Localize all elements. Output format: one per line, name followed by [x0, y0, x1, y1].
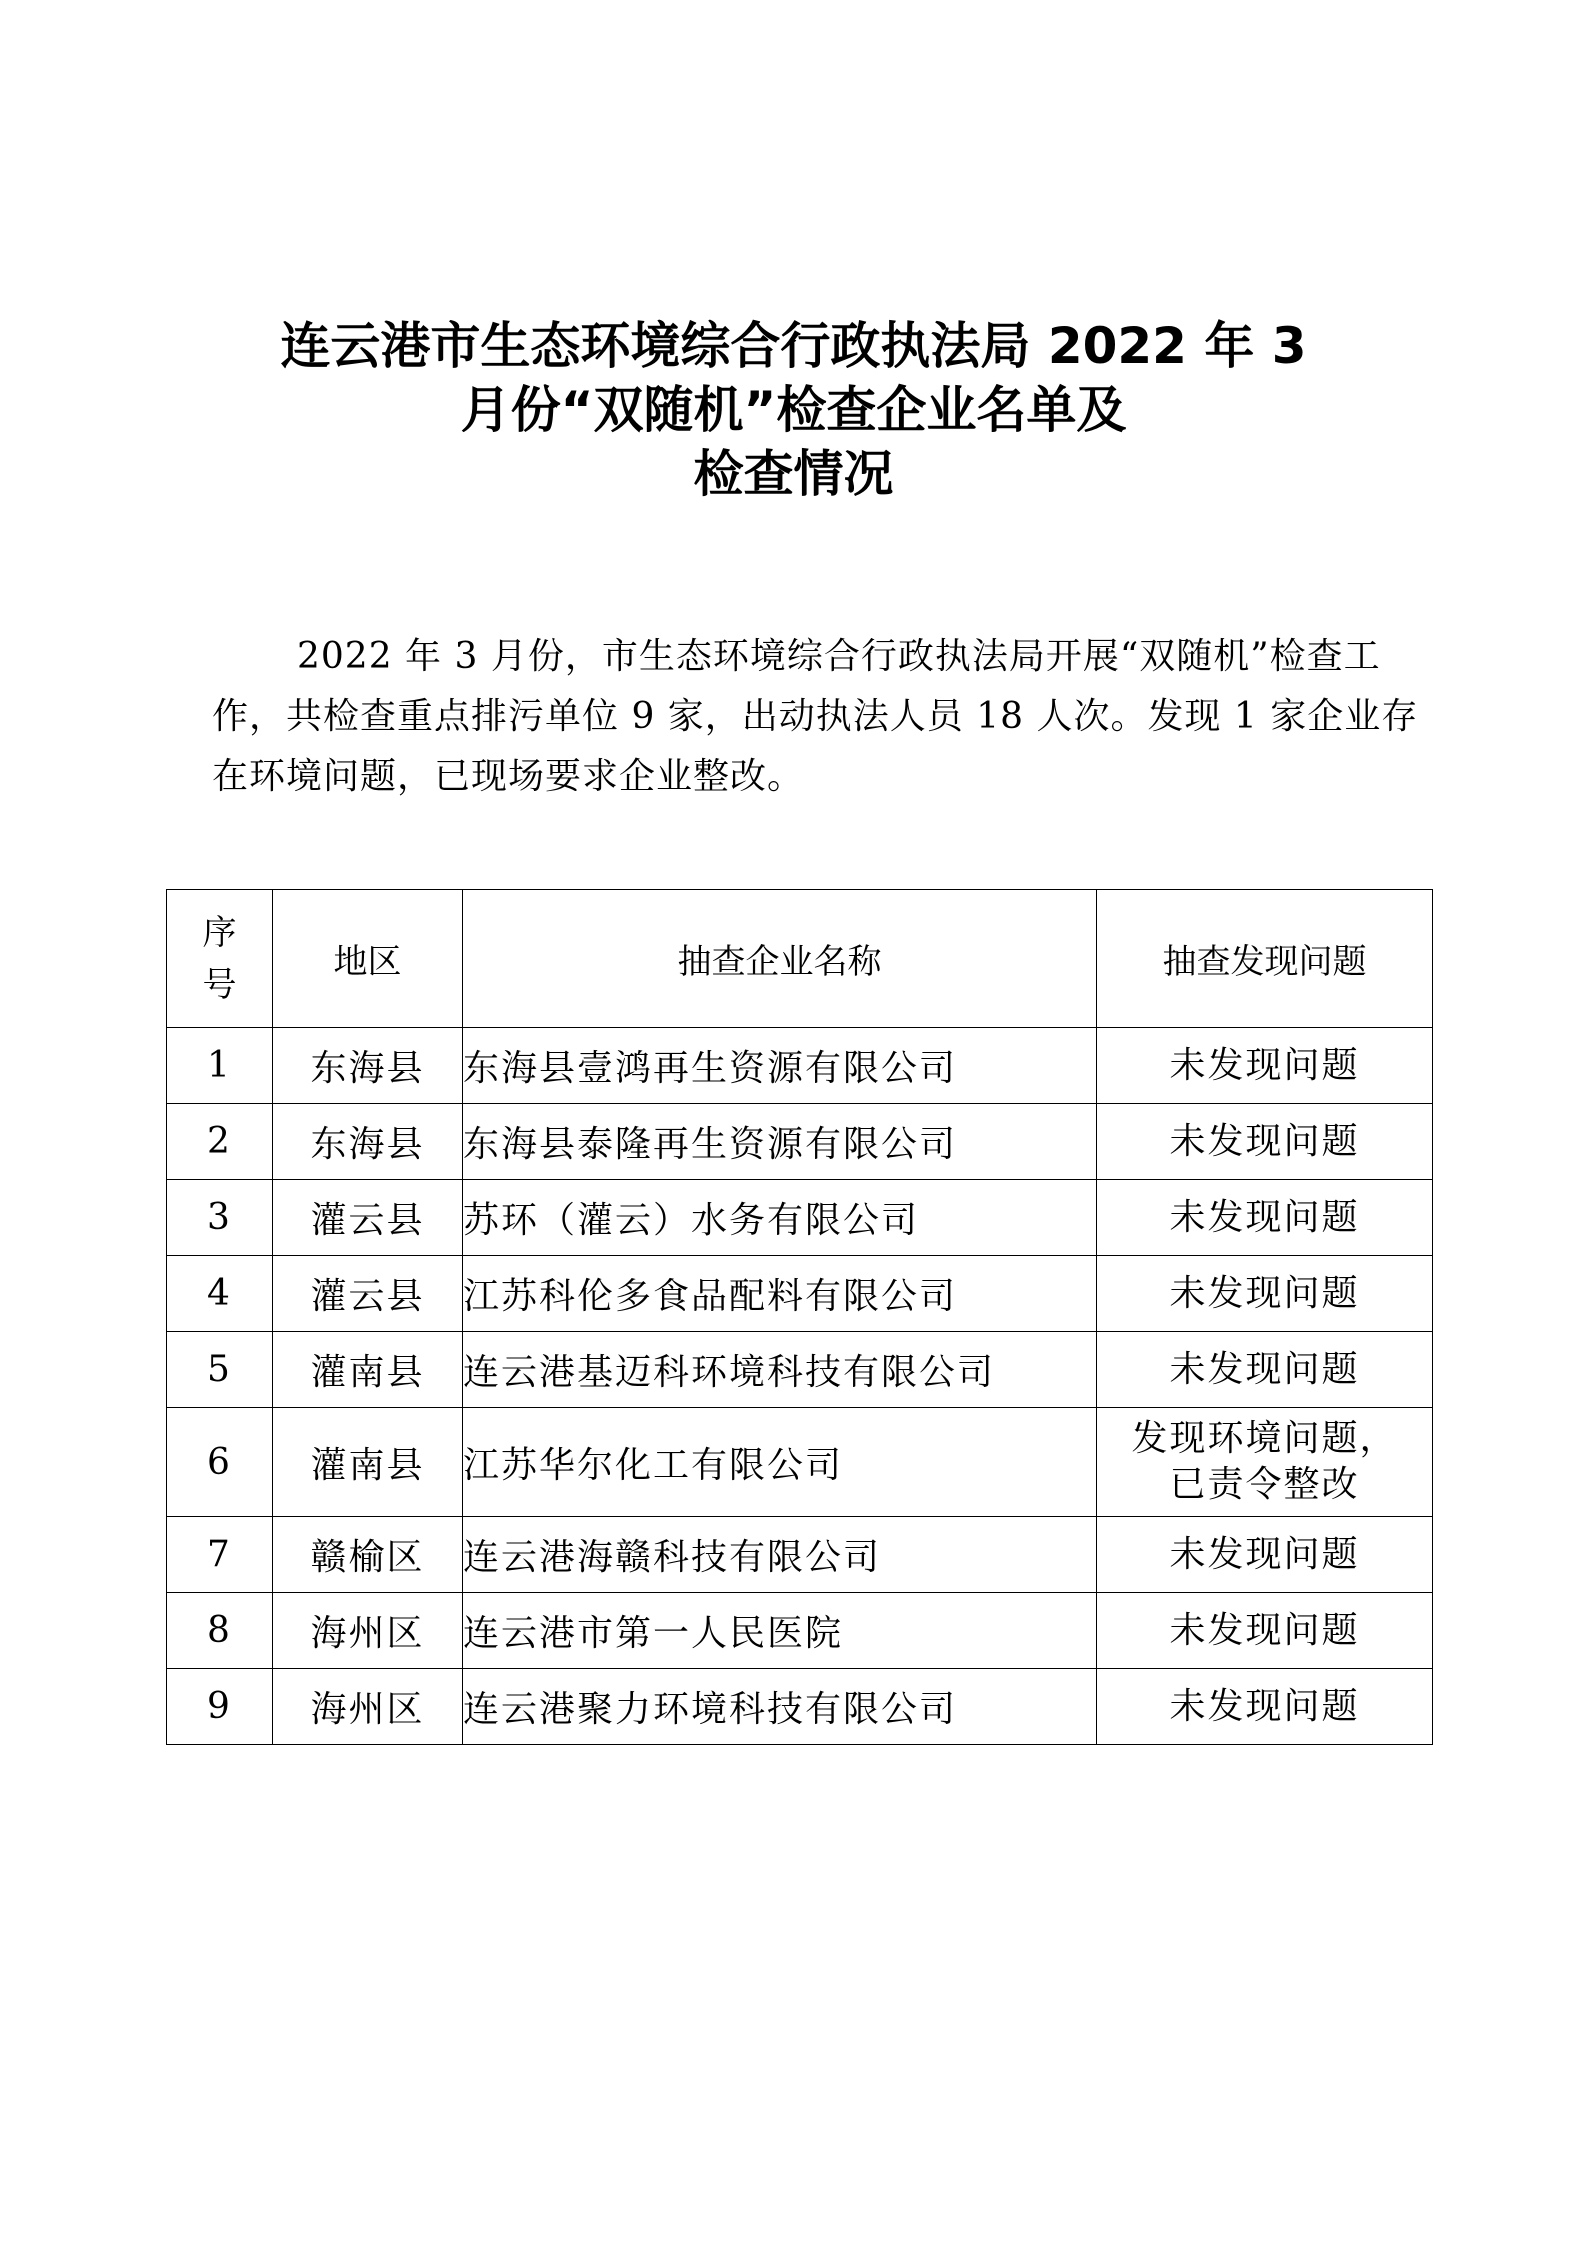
row-company: 江苏华尔化工有限公司 — [463, 1408, 1097, 1517]
table-row — [167, 1408, 1433, 1517]
row-result: 未发现问题 — [1097, 1256, 1433, 1332]
document-title — [0, 314, 1587, 506]
row-result: 未发现问题 — [1097, 1104, 1433, 1180]
table-row — [167, 1028, 1433, 1104]
inspection-table — [166, 889, 1433, 1745]
row-result-line-2: 已责令整改 — [1169, 1464, 1360, 1505]
row-seq: 2 — [167, 1104, 273, 1180]
row-result: 未发现问题 — [1097, 1517, 1433, 1593]
row-company: 江苏科伦多食品配料有限公司 — [463, 1256, 1097, 1332]
header-seq — [167, 890, 273, 1028]
row-seq: 5 — [167, 1332, 273, 1408]
header-seq-bottom: 号 — [202, 964, 237, 1005]
row-seq: 9 — [167, 1669, 273, 1745]
row-result — [1097, 1408, 1433, 1517]
row-result: 未发现问题 — [1097, 1669, 1433, 1745]
row-region: 东海县 — [273, 1104, 463, 1180]
row-seq: 6 — [167, 1408, 273, 1517]
header-result: 抽查发现问题 — [1097, 890, 1433, 1028]
title-line-3: 检查情况 — [693, 444, 894, 503]
row-result: 未发现问题 — [1097, 1180, 1433, 1256]
header-company: 抽查企业名称 — [463, 890, 1097, 1028]
row-company: 连云港市第一人民医院 — [463, 1593, 1097, 1669]
row-region: 东海县 — [273, 1028, 463, 1104]
row-region: 灌云县 — [273, 1180, 463, 1256]
title-line-2: 月份“双随机”检查企业名单及 — [460, 380, 1127, 439]
row-seq: 3 — [167, 1180, 273, 1256]
table-row — [167, 1332, 1433, 1408]
row-result: 未发现问题 — [1097, 1593, 1433, 1669]
row-region: 海州区 — [273, 1593, 463, 1669]
table-header-row — [167, 890, 1433, 1028]
row-region: 灌云县 — [273, 1256, 463, 1332]
table-row — [167, 1256, 1433, 1332]
row-result: 未发现问题 — [1097, 1028, 1433, 1104]
header-region: 地区 — [273, 890, 463, 1028]
table-row — [167, 1669, 1433, 1745]
title-line-1: 连云港市生态环境综合行政执法局 2022 年 3 — [280, 316, 1307, 375]
row-result: 未发现问题 — [1097, 1332, 1433, 1408]
row-region: 灌南县 — [273, 1332, 463, 1408]
row-region: 灌南县 — [273, 1408, 463, 1517]
intro-paragraph: 2022 年 3 月份，市生态环境综合行政执法局开展“双随机”检查工作，共检查重点排污单位 9 家，出动执法人员 18 人次。发现 1 家企业存在环境问题，已现场要求企业整改。 — [212, 636, 1419, 797]
row-region: 海州区 — [273, 1669, 463, 1745]
table-row — [167, 1180, 1433, 1256]
row-seq: 8 — [167, 1593, 273, 1669]
row-company: 连云港海赣科技有限公司 — [463, 1517, 1097, 1593]
table-row — [167, 1593, 1433, 1669]
row-region: 赣榆区 — [273, 1517, 463, 1593]
row-seq: 7 — [167, 1517, 273, 1593]
row-result-line-1: 发现环境问题， — [1131, 1418, 1398, 1459]
row-company: 苏环（灌云）水务有限公司 — [463, 1180, 1097, 1256]
table-row — [167, 1517, 1433, 1593]
row-company: 连云港聚力环境科技有限公司 — [463, 1669, 1097, 1745]
row-seq: 4 — [167, 1256, 273, 1332]
row-company: 东海县泰隆再生资源有限公司 — [463, 1104, 1097, 1180]
header-seq-top: 序 — [202, 912, 237, 953]
table-row — [167, 1104, 1433, 1180]
row-company: 连云港基迈科环境科技有限公司 — [463, 1332, 1097, 1408]
row-seq: 1 — [167, 1028, 273, 1104]
row-company: 东海县壹鸿再生资源有限公司 — [463, 1028, 1097, 1104]
